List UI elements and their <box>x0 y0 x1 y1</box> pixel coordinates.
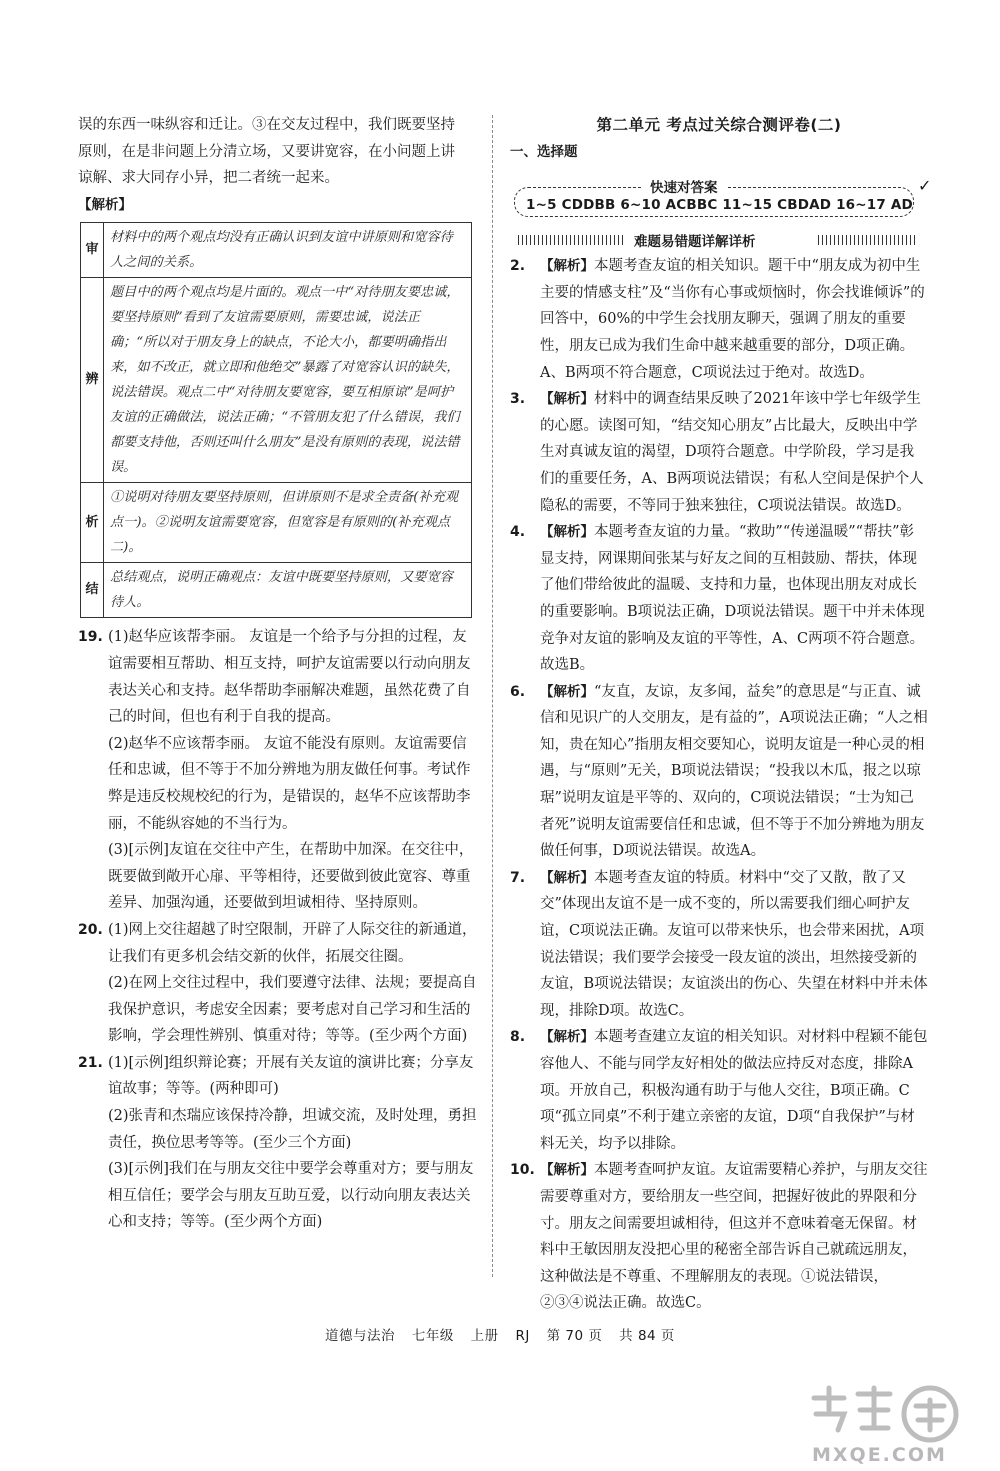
row-text: ①说明对待朋友要坚持原则，但讲原则不是求全责备(补充观点一)。②说明友谊需要宽容，但宽容是有原则的(补充观点二)。 <box>104 483 472 563</box>
footer-edition: RJ <box>515 1328 530 1344</box>
analysis-tag: 【解析】 <box>540 391 594 408</box>
row-text: 材料中的两个观点均没有正确认识到友谊中讲原则和宽容待人之间的关系。 <box>104 223 472 278</box>
question-20 <box>78 917 478 1050</box>
row-text: 总结观点，说明正确观点：友谊中既要坚持原则，又要宽容待人。 <box>104 563 472 618</box>
explanation-item <box>510 386 928 519</box>
question-number: 2. <box>510 258 526 275</box>
page-footer <box>0 1324 1000 1344</box>
footer-subject: 道德与法治 <box>325 1328 396 1344</box>
watermark-logo-icon <box>806 1380 966 1450</box>
question-21 <box>78 1050 478 1236</box>
explanation-text: 本题考查友谊的力量。“救助”“传递温暖”“帮扶”彰显支持，网课期间张某与好友之间的互相鼓励、帮扶，体现了他们带给彼此的温暖、支持和力量，也体现出朋友对成长的重要影响。B项说法正确，D项说法错误。题干中并未体现竞争对友谊的影响及友谊的平等性，A、C两项不符合题意。故选B。 <box>540 524 925 674</box>
quick-answer-list: 1~5 CDDBB 6~10 ACBBC 11~15 CBDAD 16~17 AD <box>526 197 913 214</box>
question-number: 3. <box>510 391 526 408</box>
table-row <box>81 223 472 278</box>
explanation-item <box>510 1157 928 1317</box>
check-mark-icon: ✓ <box>918 176 932 196</box>
row-label: 审 <box>81 223 104 278</box>
question-number: 6. <box>510 683 526 700</box>
table-row <box>81 278 472 483</box>
analysis-tag: 【解析】 <box>540 524 594 541</box>
analysis-tag: 【解析】 <box>540 869 594 886</box>
explanation-text: 本题考查友谊的特质。材料中“交了又散，散了又交”体现出友谊不是一成不变的，所以需要我们细心呵护友谊，C项说法正确。友谊可以带来快乐，也会带来困扰，A项说法错误；我们要学会接受一段友谊的淡出，坦然接受新的友谊，B项说法错误；友谊淡出的伤心、失望在材料中并未体现，排除D项。故选C。 <box>540 869 928 1019</box>
quick-answer-box <box>514 175 932 223</box>
banner-stripes-left <box>518 235 626 245</box>
question-19 <box>78 624 478 917</box>
explanation-item <box>510 865 928 1025</box>
explain-banner <box>518 229 928 251</box>
explanation-item <box>510 519 928 679</box>
answer-paragraph: (2)赵华不应该帮李丽。 友谊不能没有原则。友谊需要信任和忠诚，但不等于不加分辨地为朋友做任何事。考试作弊是违反校规校纪的行为，是错误的，赵华不应该帮助李丽，不能纵容她的不当行为。 <box>108 735 471 832</box>
footer-volume: 上册 <box>470 1328 499 1344</box>
footer-total: 共 84 页 <box>619 1328 675 1344</box>
row-text: 题目中的两个观点均是片面的。观点一中“对待朋友要忠诚，要坚持原则”看到了友谊需要原则，需要忠诚，说法正确；“所以对于朋友身上的缺点，不论大小，都要明确指出来，如不改正，就立即和他绝交”暴露了对宽容认识的缺失，说法错误。观点二中“对待朋友要宽容，要互相原谅”是呵护友谊的正确做法，说法正确；“不管朋友犯了什么错误，我们都要支持他，否则还叫什么朋友”是没有原则的表现，说法错误。 <box>104 278 472 483</box>
intro-line: 原则，在是非问题上分清立场，又要讲宽容，在小问题上讲 <box>78 143 455 160</box>
answer-paragraph: (1)[示例]组织辩论赛；开展有关友谊的演讲比赛；分享友谊故事；等等。(两种即可) <box>108 1054 474 1098</box>
question-number: 19. <box>78 629 103 646</box>
quick-answer-title: 快速对答案 <box>642 175 726 202</box>
explanation-item <box>510 679 928 865</box>
analysis-tag: 【解析】 <box>540 1162 594 1179</box>
analysis-tag: 【解析】 <box>540 1029 594 1046</box>
explanation-item <box>510 253 928 386</box>
footer-grade: 七年级 <box>411 1328 454 1344</box>
question-number: 4. <box>510 524 526 541</box>
question-number: 7. <box>510 869 526 886</box>
row-label: 结 <box>81 563 104 618</box>
answer-paragraph: (2)在网上交往过程中，我们要遵守法律、法规；要提高自我保护意识，考虑安全因素；要考虑对自己学习和生活的影响，学会理性辨别、慎重对待；等等。(至少两个方面) <box>108 975 477 1045</box>
answer-paragraph: (1)网上交往超越了时空限制，开辟了人际交往的新通道，让我们有更多机会结交新的伙伴，拓展交往圈。 <box>108 921 477 965</box>
question-number: 10. <box>510 1162 535 1179</box>
intro-line: 谅解、求大同存小异，把二者统一起来。 <box>78 170 339 187</box>
right-column <box>510 112 932 1317</box>
footer-page: 第 70 页 <box>546 1328 603 1344</box>
answer-paragraph: (1)赵华应该帮李丽。 友谊是一个给予与分担的过程，友谊需要相互帮助、相互支持，呵护友谊需要以行动向朋友表达关心和支持。赵华帮助李丽解决难题，虽然花费了自己的时间，但也有利于自我的提高。 <box>108 629 471 726</box>
banner-stripes-right <box>818 235 918 245</box>
section-heading: 一、选择题 <box>510 143 578 160</box>
analysis-tag: 【解析】 <box>78 196 132 213</box>
unit-title: 第二单元 考点过关综合测评卷(二) <box>596 116 842 134</box>
intro-line: 误的东西一味纵容和迁让。③在交友过程中，我们既要坚持 <box>78 117 455 133</box>
question-number: 21. <box>78 1054 103 1071</box>
table-row <box>81 563 472 618</box>
answer-paragraph: (2)张青和杰瑞应该保持冷静，坦诚交流，及时处理，勇担责任，换位思考等等。(至少三个方面) <box>108 1108 477 1151</box>
analysis-tag: 【解析】 <box>540 258 594 275</box>
row-label: 析 <box>81 483 104 563</box>
explanation-text: 材料中的调查结果反映了2021年该中学七年级学生的心愿。读图可知，“结交知心朋友”占比最大，反映出中学生对真诚友谊的渴望，D项符合题意。中学阶段，学习是我们的重要任务，A、B两项说法错误；有私人空间是保护个人隐私的需要，不等同于独来独往，C项说法错误。故选D。 <box>540 391 924 514</box>
question-number: 20. <box>78 921 103 938</box>
explanation-text: 本题考查友谊的相关知识。题干中“朋友成为初中生主要的情感支柱”及“当你有心事或烦恼时，你会找谁倾诉”的回答中，60%的中学生会找朋友聊天，强调了朋友的重要性，朋友已成为我们生命中越来越重要的部分，D项正确。A、B两项不符合题意，C项说法过于绝对。故选D。 <box>540 258 925 381</box>
explanation-text: “友直，友谅，友多闻，益矣”的意思是“与正直、诚信和见识广的人交朋友，是有益的”，A项说法正确；“人之相知，贵在知心”指朋友相交要知心，说明友谊是一种心灵的相遇，与“原则”无关，B项说法错误；“投我以木瓜，报之以琼琚”说明友谊是平等的、双向的，C项说法错误；“士为知己者死”说明友谊需要信任和忠诚，但不等于不加分辨地为朋友做任何事，D项说法错误。故选A。 <box>540 683 928 860</box>
watermark-text: MXQE.COM <box>812 1444 947 1466</box>
explanation-text: 本题考查建立友谊的相关知识。对材料中程颖不能包容他人、不能与同学友好相处的做法应持反对态度，排除A项。开放自己，积极沟通有助于与他人交往，B项正确。C项“孤立同桌”不利于建立亲密的友谊，D项“自我保护”与材料无关，均予以排除。 <box>540 1029 928 1152</box>
answer-paragraph: (3)[示例]友谊在交往中产生，在帮助中加深。在交往中，既要做到敞开心扉、平等相待，还要做到彼此宽容、尊重差异、加强沟通，还要做到坦诚相待、坚持原则。 <box>108 842 474 912</box>
table-row <box>81 483 472 563</box>
question-number: 8. <box>510 1029 526 1046</box>
analysis-tag: 【解析】 <box>540 683 594 700</box>
answer-paragraph: (3)[示例]我们在与朋友交往中要学会尊重对方；要与朋友相互信任；要学会与朋友互助互爱，以行动向朋友表达关心和支持；等等。(至少两个方面) <box>108 1161 474 1231</box>
analysis-table <box>80 222 472 618</box>
row-label: 辨 <box>81 278 104 483</box>
explain-title: 难题易错题详解详析 <box>634 234 756 251</box>
column-divider <box>492 115 493 1277</box>
explanation-text: 本题考查呵护友谊。友谊需要精心养护，与朋友交往需要尊重对方，要给朋友一些空间，把握好彼此的界限和分寸。朋友之间需要坦诚相待，但这并不意味着毫无保留。材料中王敏因朋友没把心里的秘密全部告诉自己就疏远朋友，这种做法是不尊重、不理解朋友的表现。①说法错误，②③④说法正确。故选C。 <box>540 1162 928 1312</box>
left-column <box>78 112 478 1236</box>
explanation-item <box>510 1024 928 1157</box>
